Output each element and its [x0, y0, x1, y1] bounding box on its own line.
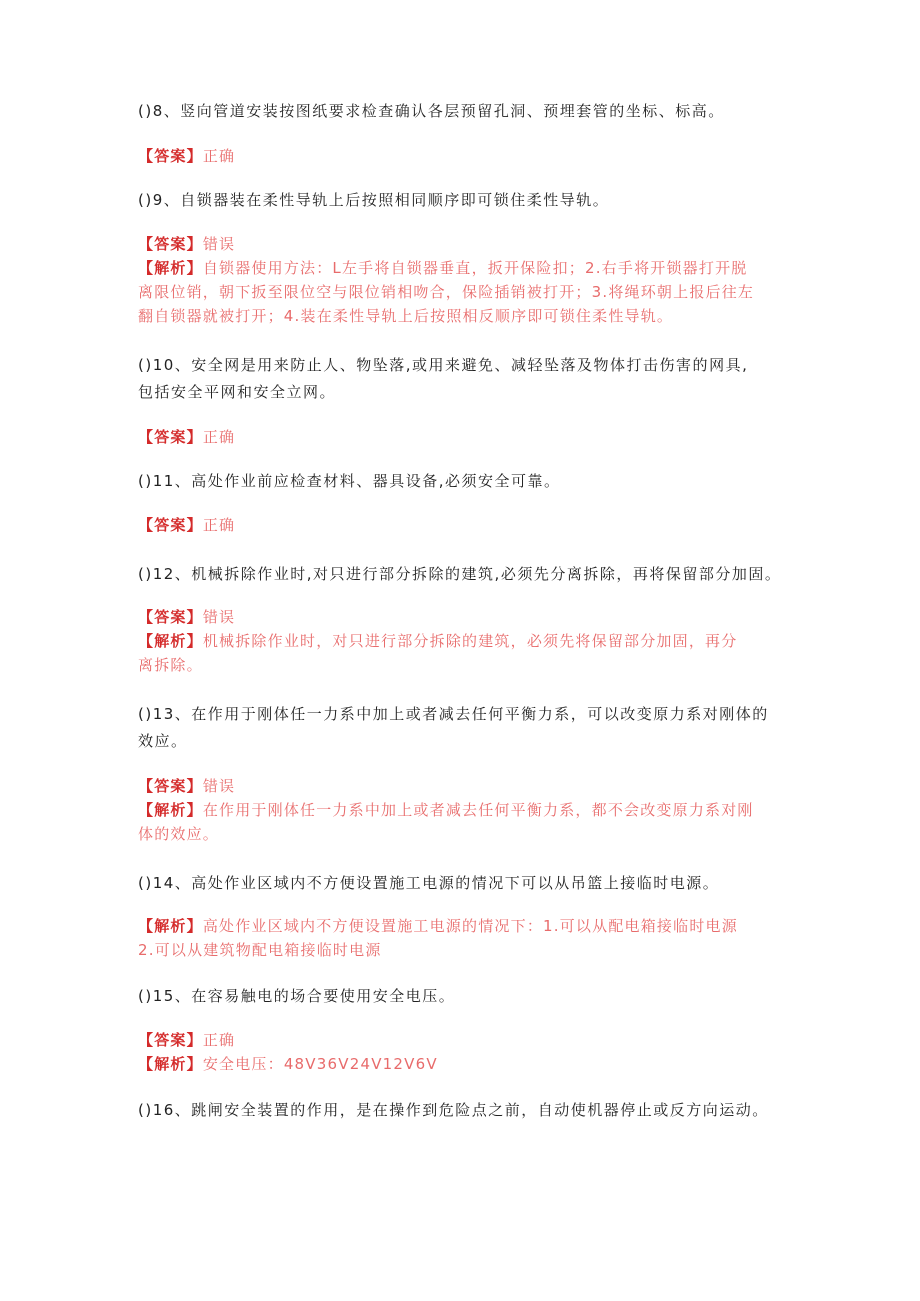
question-9: ()9、自锁器装在柔性导轨上后按照相同顺序即可锁住柔性导轨。: [138, 191, 610, 209]
analysis-line: 在作用于刚体任一力系中加上或者减去任何平衡力系，都不会改变原力系对刚: [202, 801, 754, 819]
answer-text: 错误: [202, 777, 236, 795]
question-13-cont: 效应。: [138, 732, 188, 750]
analysis-tag: 【解析】: [138, 801, 203, 819]
answer-text: 正确: [202, 516, 236, 534]
analysis-14: [138, 915, 798, 938]
analysis-line: 高处作业区域内不方便设置施工电源的情况下：1.可以从配电箱接临时电源: [202, 917, 738, 935]
answer-text: 正确: [202, 428, 236, 446]
analysis-9: [138, 257, 798, 280]
answer-tag: 【答案】: [138, 1031, 203, 1049]
analysis-line: 离拆除。: [138, 656, 203, 674]
analysis-tag: 【解析】: [138, 632, 203, 650]
analysis-line: 自锁器使用方法：L左手将自锁器垂直，扳开保险扣；2.右手将开锁器打开脱: [202, 259, 748, 277]
analysis-12: [138, 630, 798, 653]
answer-tag: 【答案】: [138, 428, 203, 446]
answer-11: [138, 514, 798, 537]
answer-tag: 【答案】: [138, 608, 203, 626]
analysis-text: 安全电压：48V36V24V12V6V: [202, 1055, 438, 1073]
answer-9: [138, 233, 798, 256]
analysis-line: 体的效应。: [138, 825, 220, 843]
answer-tag: 【答案】: [138, 147, 203, 165]
question-15: ()15、在容易触电的场合要使用安全电压。: [138, 987, 456, 1005]
answer-text: 正确: [202, 147, 236, 165]
question-14: ()14、高处作业区域内不方便设置施工电源的情况下可以从吊篮上接临时电源。: [138, 874, 720, 892]
analysis-tag: 【解析】: [138, 917, 203, 935]
analysis-tag: 【解析】: [138, 1055, 203, 1073]
answer-8: [138, 145, 798, 168]
answer-text: 正确: [202, 1031, 236, 1049]
analysis-line: 2.可以从建筑物配电箱接临时电源: [138, 941, 382, 959]
analysis-line: 离限位销，朝下扳至限位空与限位销相吻合，保险插销被打开；3.将绳环朝上报后往左: [138, 283, 755, 301]
answer-text: 错误: [202, 235, 236, 253]
analysis-tag: 【解析】: [138, 259, 203, 277]
question-10-cont: 包括安全平网和安全立网。: [138, 383, 337, 401]
question-8: ()8、竖向管道安装按图纸要求检查确认各层预留孔洞、预埋套管的坐标、标高。: [138, 102, 725, 120]
analysis-13: [138, 799, 798, 822]
answer-tag: 【答案】: [138, 235, 203, 253]
answer-13: [138, 775, 798, 798]
analysis-15: [138, 1053, 798, 1076]
question-11: ()11、高处作业前应检查材料、器具设备,必须安全可靠。: [138, 472, 561, 490]
question-12: ()12、机械拆除作业时,对只进行部分拆除的建筑,必须先分离拆除，再将保留部分加固。: [138, 565, 782, 583]
question-13: ()13、在作用于刚体任一力系中加上或者减去任何平衡力系，可以改变原力系对刚体的: [138, 705, 769, 723]
analysis-line: 翻自锁器就被打开；4.装在柔性导轨上后按照相反顺序即可锁住柔性导轨。: [138, 307, 674, 325]
answer-text: 错误: [202, 608, 236, 626]
answer-tag: 【答案】: [138, 777, 203, 795]
question-16: ()16、跳闸安全装置的作用，是在操作到危险点之前，自动使机器停止或反方向运动。: [138, 1101, 769, 1119]
analysis-line: 机械拆除作业时，对只进行部分拆除的建筑，必须先将保留部分加固，再分: [202, 632, 738, 650]
answer-15: [138, 1029, 798, 1052]
answer-10: [138, 426, 798, 449]
answer-12: [138, 606, 798, 629]
answer-tag: 【答案】: [138, 516, 203, 534]
question-10: ()10、安全网是用来防止人、物坠落,或用来避免、减轻坠落及物体打击伤害的网具,: [138, 356, 749, 374]
